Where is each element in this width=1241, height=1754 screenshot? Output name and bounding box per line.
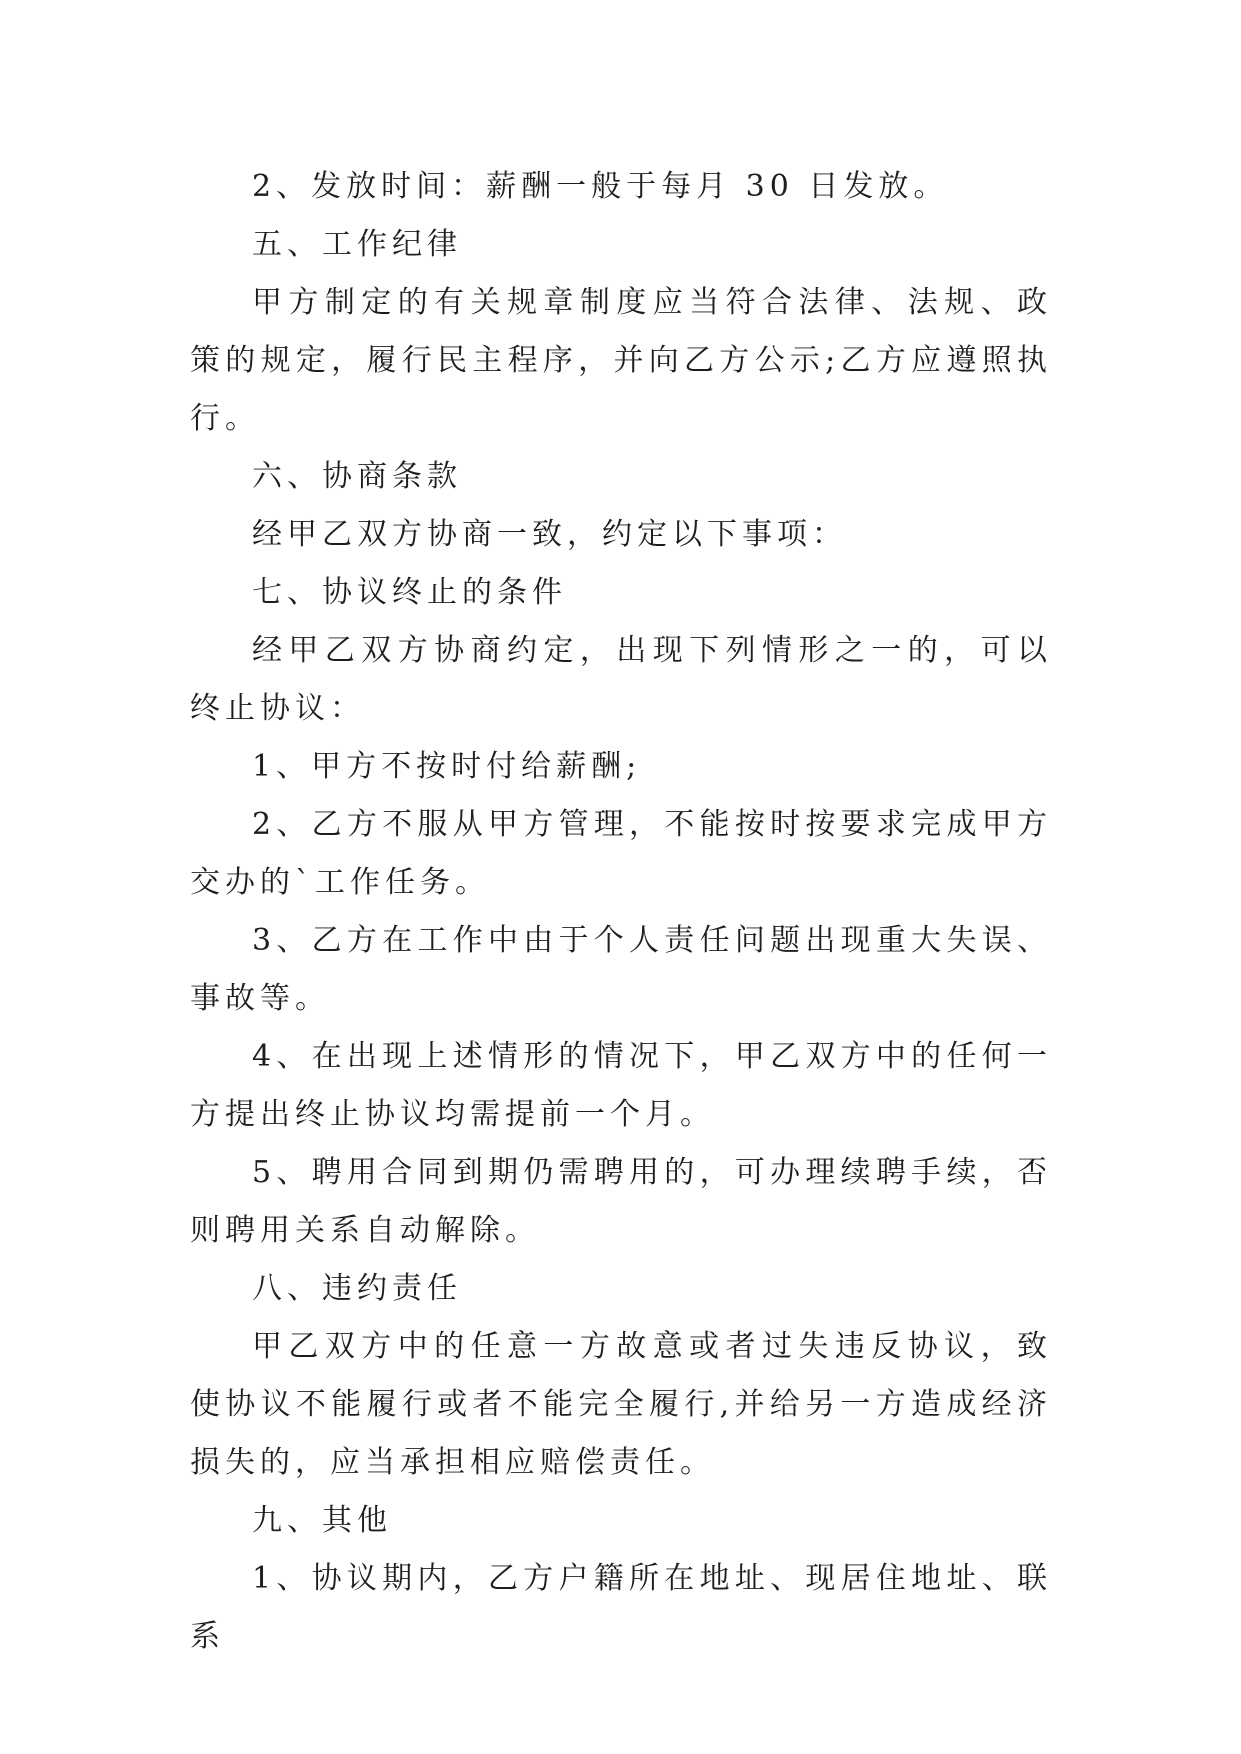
paragraph-liability: 甲乙双方中的任意一方故意或者过失违反协议，致使协议不能履行或者不能完全履行,并给另一方造成经济损失的，应当承担相应赔偿责任。 [190,1329,1052,1480]
section-heading-liability: 八、违约责任 [252,1271,462,1306]
section-heading-negotiation: 六、协商条款 [252,459,462,494]
section-heading-termination: 七、协议终止的条件 [252,575,567,610]
list-item-termination-5: 5、聘用合同到期仍需聘用的，可办理续聘手续，否则聘用关系自动解除。 [190,1155,1052,1248]
section-heading-work-discipline: 五、工作纪律 [252,227,462,262]
list-item-termination-2: 2、乙方不服从甲方管理，不能按时按要求完成甲方交办的`工作任务。 [190,807,1052,900]
list-item-termination-1: 1、甲方不按时付给薪酬; [252,749,642,784]
section-heading-other: 九、其他 [252,1503,392,1538]
document-body [190,158,1052,1666]
list-item-termination-3: 3、乙方在工作中由于个人责任问题出现重大失误、事故等。 [190,923,1052,1016]
paragraph-agreed-items: 经甲乙双方协商一致，约定以下事项： [252,517,847,552]
paragraph-termination-intro: 经甲乙双方协商约定，出现下列情形之一的，可以终止协议： [190,633,1052,726]
paragraph-payment-time: 2、发放时间：薪酬一般于每月 30 日发放。 [252,169,949,204]
list-item-termination-4: 4、在出现上述情形的情况下，甲乙双方中的任何一方提出终止协议均需提前一个月。 [190,1039,1052,1132]
list-item-other-1: 1、协议期内，乙方户籍所在地址、现居住地址、联系 [190,1561,1052,1654]
paragraph-rules: 甲方制定的有关规章制度应当符合法律、法规、政策的规定，履行民主程序，并向乙方公示;乙方应遵照执行。 [190,285,1052,436]
